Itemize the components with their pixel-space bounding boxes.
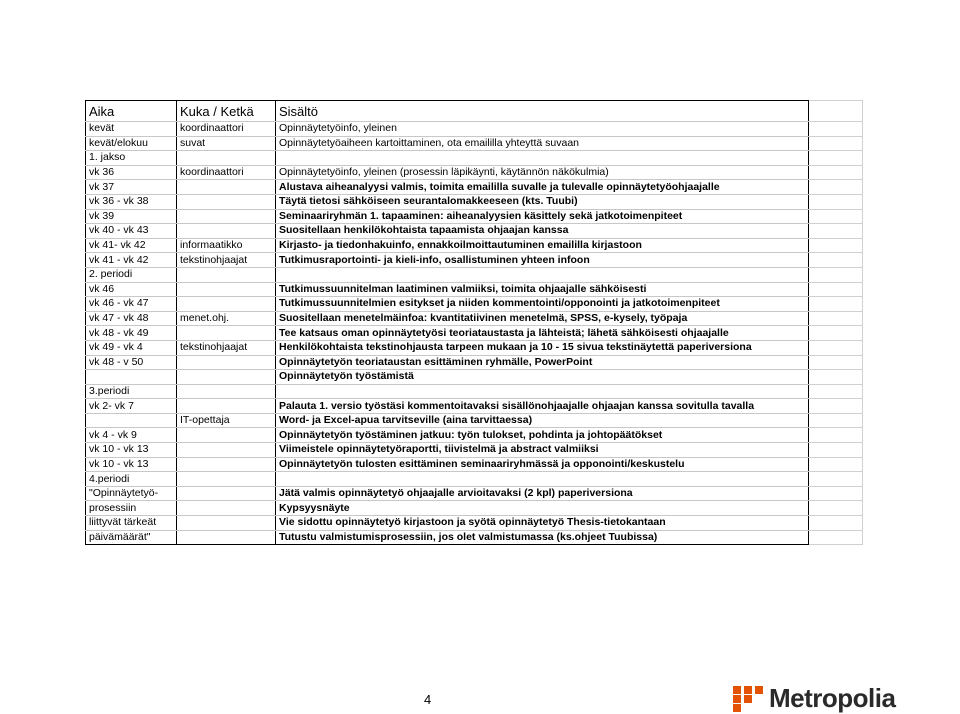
empty-cell — [809, 340, 863, 355]
table-cell — [177, 326, 276, 341]
table-row — [86, 399, 863, 414]
empty-cell — [809, 209, 863, 224]
table-row — [86, 297, 863, 312]
empty-cell — [809, 413, 863, 428]
table-row — [86, 311, 863, 326]
table-cell: koordinaattori — [177, 165, 276, 180]
table-row — [86, 472, 863, 487]
table-cell: vk 39 — [86, 209, 177, 224]
table-row — [86, 326, 863, 341]
table-cell: IT-opettaja — [177, 413, 276, 428]
table-cell: Vie sidottu opinnäytetyö kirjastoon ja syötä opinnäytetyö Thesis-tietokantaan — [276, 516, 809, 531]
table-row — [86, 136, 863, 151]
table-cell: Kirjasto- ja tiedonhakuinfo, ennakkoilmoittautuminen emaililla kirjastoon — [276, 238, 809, 253]
empty-cell — [809, 355, 863, 370]
table-cell — [86, 413, 177, 428]
table-cell — [177, 224, 276, 239]
table-cell: 2. periodi — [86, 267, 177, 282]
table-row — [86, 457, 863, 472]
table-row — [86, 194, 863, 209]
table-cell: Opinnäytetyön teoriataustan esittäminen ryhmälle, PowerPoint — [276, 355, 809, 370]
table-cell: suvat — [177, 136, 276, 151]
table-cell: Opinnäytetyön työstäminen jatkuu: työn tulokset, pohdinta ja johtopäätökset — [276, 428, 809, 443]
table-row — [86, 413, 863, 428]
empty-cell — [809, 297, 863, 312]
table-cell — [177, 209, 276, 224]
table-row — [86, 501, 863, 516]
table-cell — [177, 516, 276, 531]
table-cell — [276, 267, 809, 282]
table-cell: vk 37 — [86, 180, 177, 195]
empty-cell — [809, 472, 863, 487]
empty-cell — [809, 136, 863, 151]
table-row — [86, 355, 863, 370]
table-cell: Viimeistele opinnäytetyöraportti, tiivistelmä ja abstract valmiiksi — [276, 443, 809, 458]
empty-cell — [809, 253, 863, 268]
empty-cell — [809, 428, 863, 443]
table-cell: Opinnäytetyön työstämistä — [276, 370, 809, 385]
table-cell: Opinnäytetyöaiheen kartoittaminen, ota emaililla yhteyttä suvaan — [276, 136, 809, 151]
empty-cell — [809, 224, 863, 239]
table-cell: informaatikko — [177, 238, 276, 253]
table-cell — [177, 267, 276, 282]
empty-cell — [809, 443, 863, 458]
empty-cell — [809, 267, 863, 282]
table-row — [86, 384, 863, 399]
empty-cell — [809, 101, 863, 122]
table-cell — [177, 457, 276, 472]
column-header: Kuka / Ketkä — [177, 101, 276, 122]
table-cell — [177, 151, 276, 166]
table-cell: vk 48 - v 50 — [86, 355, 177, 370]
empty-cell — [809, 370, 863, 385]
schedule-table — [85, 100, 863, 545]
table-cell: vk 36 — [86, 165, 177, 180]
table-cell: kevät — [86, 122, 177, 137]
table-cell: vk 41 - vk 42 — [86, 253, 177, 268]
table-cell: Opinnäytetyön tulosten esittäminen seminaariryhmässä ja opponointi/keskustelu — [276, 457, 809, 472]
empty-cell — [809, 457, 863, 472]
table-cell — [177, 384, 276, 399]
table-cell: tekstinohjaajat — [177, 340, 276, 355]
table-cell: Word- ja Excel-apua tarvitseville (aina tarvittaessa) — [276, 413, 809, 428]
table-row — [86, 180, 863, 195]
empty-cell — [809, 282, 863, 297]
table-cell — [177, 486, 276, 501]
table-cell: Jätä valmis opinnäytetyö ohjaajalle arvioitavaksi (2 kpl) paperiversiona — [276, 486, 809, 501]
table-cell: Seminaariryhmän 1. tapaaminen: aiheanalyysien käsittely sekä jatkotoimenpiteet — [276, 209, 809, 224]
table-cell — [177, 355, 276, 370]
table-cell — [276, 472, 809, 487]
table-cell: vk 36 - vk 38 — [86, 194, 177, 209]
table-cell: 1. jakso — [86, 151, 177, 166]
table-cell — [177, 428, 276, 443]
empty-cell — [809, 384, 863, 399]
empty-cell — [809, 530, 863, 545]
empty-cell — [809, 311, 863, 326]
column-header: Aika — [86, 101, 177, 122]
empty-cell — [809, 326, 863, 341]
empty-cell — [809, 165, 863, 180]
table-row — [86, 428, 863, 443]
table-cell — [177, 297, 276, 312]
table-header-row — [86, 101, 863, 122]
empty-cell — [809, 238, 863, 253]
table-cell: Henkilökohtaista tekstinohjausta tarpeen mukaan ja 10 - 15 sivua tekstinäytettä paperiversiona — [276, 340, 809, 355]
empty-cell — [809, 486, 863, 501]
table-row — [86, 151, 863, 166]
table-cell — [177, 501, 276, 516]
empty-cell — [809, 194, 863, 209]
table-cell — [86, 370, 177, 385]
table-row — [86, 238, 863, 253]
table-cell — [276, 384, 809, 399]
table-cell: tekstinohjaajat — [177, 253, 276, 268]
table-cell: Kypsyysnäyte — [276, 501, 809, 516]
table-cell: vk 10 - vk 13 — [86, 443, 177, 458]
table-row — [86, 530, 863, 545]
table-cell: Tee katsaus oman opinnäytetyösi teoriataustasta ja lähteistä; lähetä sähköisesti ohjaajalle — [276, 326, 809, 341]
table-row — [86, 340, 863, 355]
table-cell: liittyvät tärkeät — [86, 516, 177, 531]
empty-cell — [809, 399, 863, 414]
table-cell: 4.periodi — [86, 472, 177, 487]
empty-cell — [809, 180, 863, 195]
table-cell: 3.periodi — [86, 384, 177, 399]
table-cell: vk 49 - vk 4 — [86, 340, 177, 355]
table-cell: vk 48 - vk 49 — [86, 326, 177, 341]
table-cell: Palauta 1. versio työstäsi kommentoitavaksi sisällönohjaajalle ohjaajan kanssa sovitulla tavalla — [276, 399, 809, 414]
metropolia-logo — [733, 683, 895, 714]
column-header: Sisältö — [276, 101, 809, 122]
table-row — [86, 486, 863, 501]
table-cell — [177, 282, 276, 297]
empty-cell — [809, 501, 863, 516]
table-cell: vk 4 - vk 9 — [86, 428, 177, 443]
table-cell: vk 2- vk 7 — [86, 399, 177, 414]
table-row — [86, 122, 863, 137]
table-cell — [177, 399, 276, 414]
table-cell: Alustava aiheanalyysi valmis, toimita emaililla suvalle ja tulevalle opinnäytetyöohjaajalle — [276, 180, 809, 195]
table-cell: kevät/elokuu — [86, 136, 177, 151]
table-cell: Suositellaan henkilökohtaista tapaamista ohjaajan kanssa — [276, 224, 809, 239]
table-cell — [177, 472, 276, 487]
empty-cell — [809, 122, 863, 137]
table-cell: päivämäärät" — [86, 530, 177, 545]
table-cell: "Opinnäytetyö- — [86, 486, 177, 501]
table-cell: prosessiin — [86, 501, 177, 516]
table-row — [86, 443, 863, 458]
table-cell — [177, 530, 276, 545]
logo-text: Metropolia — [769, 683, 896, 713]
table-row — [86, 267, 863, 282]
table-cell: Opinnäytetyöinfo, yleinen (prosessin läpikäynti, käytännön näkökulmia) — [276, 165, 809, 180]
table-row — [86, 224, 863, 239]
empty-cell — [809, 151, 863, 166]
table-cell: koordinaattori — [177, 122, 276, 137]
table-row — [86, 516, 863, 531]
table-cell — [177, 443, 276, 458]
table-cell: Opinnäytetyöinfo, yleinen — [276, 122, 809, 137]
metropolia-logo-icon — [733, 686, 763, 712]
table-cell: vk 46 — [86, 282, 177, 297]
table-cell: Suositellaan menetelmäinfoa: kvantitatiivinen menetelmä, SPSS, e-kysely, työpaja — [276, 311, 809, 326]
table-row — [86, 165, 863, 180]
table-cell: vk 41- vk 42 — [86, 238, 177, 253]
table-row — [86, 209, 863, 224]
table-cell — [276, 151, 809, 166]
table-cell: Täytä tietosi sähköiseen seurantalomakkeeseen (kts. Tuubi) — [276, 194, 809, 209]
table-row — [86, 282, 863, 297]
page-number: 4 — [424, 692, 432, 707]
table-cell: Tutustu valmistumisprosessiin, jos olet valmistumassa (ks.ohjeet Tuubissa) — [276, 530, 809, 545]
table-cell: vk 40 - vk 43 — [86, 224, 177, 239]
table-cell: menet.ohj. — [177, 311, 276, 326]
table-cell: Tutkimusraportointi- ja kieli-info, osallistuminen yhteen infoon — [276, 253, 809, 268]
table-cell: vk 47 - vk 48 — [86, 311, 177, 326]
table-cell: vk 10 - vk 13 — [86, 457, 177, 472]
table-row — [86, 253, 863, 268]
table-cell — [177, 180, 276, 195]
table-cell: vk 46 - vk 47 — [86, 297, 177, 312]
empty-cell — [809, 516, 863, 531]
table-row — [86, 370, 863, 385]
table-cell — [177, 370, 276, 385]
table-cell — [177, 194, 276, 209]
table-cell: Tutkimussuunnitelman laatiminen valmiiksi, toimita ohjaajalle sähköisesti — [276, 282, 809, 297]
table-cell: Tutkimussuunnitelmien esitykset ja niiden kommentointi/opponointi ja jatkotoimenpiteet — [276, 297, 809, 312]
